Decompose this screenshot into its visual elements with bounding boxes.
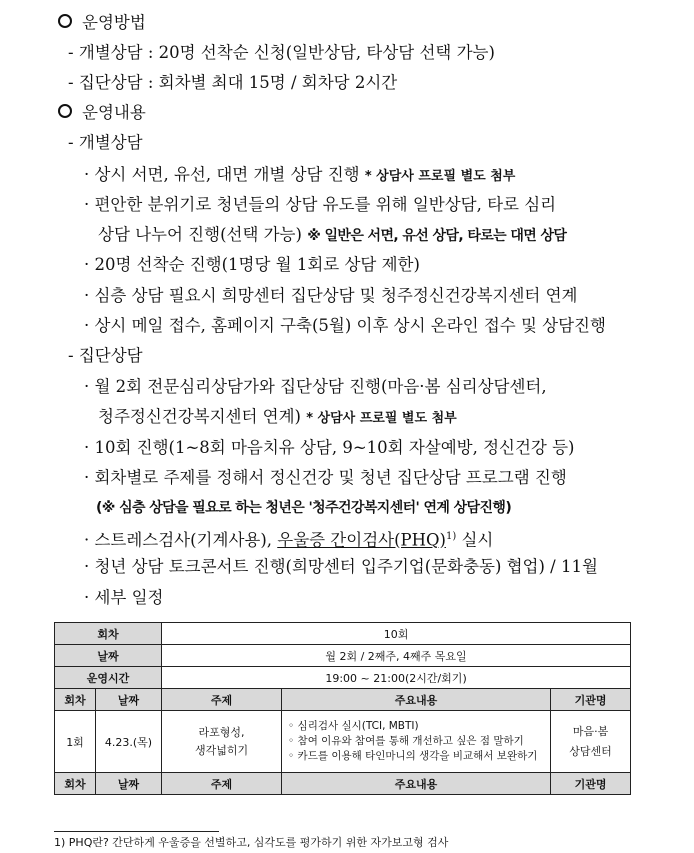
label-round: 회차 [55, 623, 162, 645]
group-item-1-cont: 청주정신건강복지센터 연계) * 상담사 프로필 별도 첨부 [98, 407, 457, 426]
col-header-content: 주요내용 [282, 689, 551, 711]
phq-term: 우울증 간이검사(PHQ) [277, 530, 446, 550]
footnote-divider [54, 831, 219, 832]
method-item-individual: - 개별상담 : 20명 선착순 신청(일반상담, 타상담 선택 가능) [68, 43, 495, 62]
group-item-6: · 세부 일정 [84, 588, 164, 607]
col-header-date: 날짜 [96, 689, 162, 711]
cell-topic: 라포형성, 생각넓히기 [162, 711, 282, 773]
col-header-topic: 주제 [162, 689, 282, 711]
footnote: 1) PHQ란? 간단하게 우울증을 선별하고, 심각도를 평가하기 위한 자가보고형 검사 [54, 836, 449, 849]
col-footer-org: 기관명 [551, 773, 631, 795]
cell-content [282, 711, 551, 773]
group-item-2: · 10회 진행(1~8회 마음치유 상담, 9~10회 자살예방, 정신건강 등) [84, 438, 575, 457]
individual-item-4: · 심층 상담 필요시 희망센터 집단상담 및 청주정신건강복지센터 연계 [84, 286, 578, 305]
content-line: ◦ 카드를 이용해 타인마니의 생각을 비교해서 보완하기 [288, 750, 538, 762]
circle-bullet-icon [58, 14, 72, 28]
footnote-ref: 1) [445, 531, 457, 542]
cell-org: 마음·봄 상담센터 [551, 711, 631, 773]
table-row [55, 667, 631, 689]
circle-bullet-icon [58, 104, 72, 118]
col-footer-round: 회차 [55, 773, 96, 795]
label-date: 날짜 [55, 645, 162, 667]
individual-heading: - 개별상담 [68, 133, 143, 152]
col-footer-topic: 주제 [162, 773, 282, 795]
table-row [55, 645, 631, 667]
method-heading: 운영방법 [58, 12, 146, 34]
table-footer-row [55, 773, 631, 795]
table-row [55, 711, 631, 773]
group-item-4: · 스트레스검사(기계사용), 우울증 간이검사(PHQ)$^{1)}$ 실시 [84, 530, 494, 550]
col-header-round: 회차 [55, 689, 96, 711]
value-time: 19:00 ~ 21:00(2시간/회기) [162, 667, 631, 689]
col-footer-content: 주요내용 [282, 773, 551, 795]
col-footer-date: 날짜 [96, 773, 162, 795]
profile-note: * 상담사 프로필 별도 첨부 [364, 169, 516, 184]
individual-item-5: · 상시 메일 접수, 홈페이지 구축(5월) 이후 상시 온라인 접수 및 상담진행 [84, 316, 606, 335]
content-line: ◦ 심리검사 실시(TCI, MBTI) [288, 720, 419, 732]
value-round: 10회 [162, 623, 631, 645]
individual-item-2: · 편안한 분위기로 청년들의 상담 유도를 위해 일반상담, 타로 심리 [84, 195, 557, 214]
table-header-row [55, 689, 631, 711]
individual-item-1: · 상시 서면, 유선, 대면 개별 상담 진행 * 상담사 프로필 별도 첨부 [84, 165, 516, 184]
method-item-group: - 집단상담 : 회차별 최대 15명 / 회차당 2시간 [68, 73, 398, 92]
individual-item-3: · 20명 선착순 진행(1명당 월 1회로 상담 제한) [84, 255, 420, 274]
cell-round: 1회 [55, 711, 96, 773]
table-row [55, 623, 631, 645]
group-item-5: · 청년 상담 토크콘서트 진행(희망센터 입주기업(문화충동) 협업) / 11월 [84, 557, 598, 576]
individual-item-2-cont: 상담 나누어 진행(선택 가능) ※ 일반은 서면, 유선 상담, 타로는 대면 상담 [98, 225, 567, 244]
col-header-org: 기관명 [551, 689, 631, 711]
group-item-1: · 월 2회 전문심리상담가와 집단상담 진행(마음·봄 심리상담센터, [84, 377, 547, 396]
cell-date: 4.23.(목) [96, 711, 162, 773]
value-date: 월 2회 / 2째주, 4째주 목요일 [162, 645, 631, 667]
counsel-type-note: ※ 일반은 서면, 유선 상담, 타로는 대면 상담 [307, 228, 567, 244]
group-item-3-note: (※ 심층 상담을 필요로 하는 청년은 '청주건강복지센터' 연계 상담진행) [96, 500, 512, 516]
label-time: 운영시간 [55, 667, 162, 689]
content-heading: 운영내용 [58, 102, 146, 124]
content-line: ◦ 참여 이유와 참여를 통해 개선하고 싶은 점 말하기 [288, 735, 524, 747]
schedule-table [54, 622, 631, 795]
group-item-3: · 회차별로 주제를 정해서 정신건강 및 청년 집단상담 프로그램 진행 [84, 468, 567, 487]
profile-note: * 상담사 프로필 별도 첨부 [306, 411, 457, 426]
group-heading: - 집단상담 [68, 346, 143, 365]
